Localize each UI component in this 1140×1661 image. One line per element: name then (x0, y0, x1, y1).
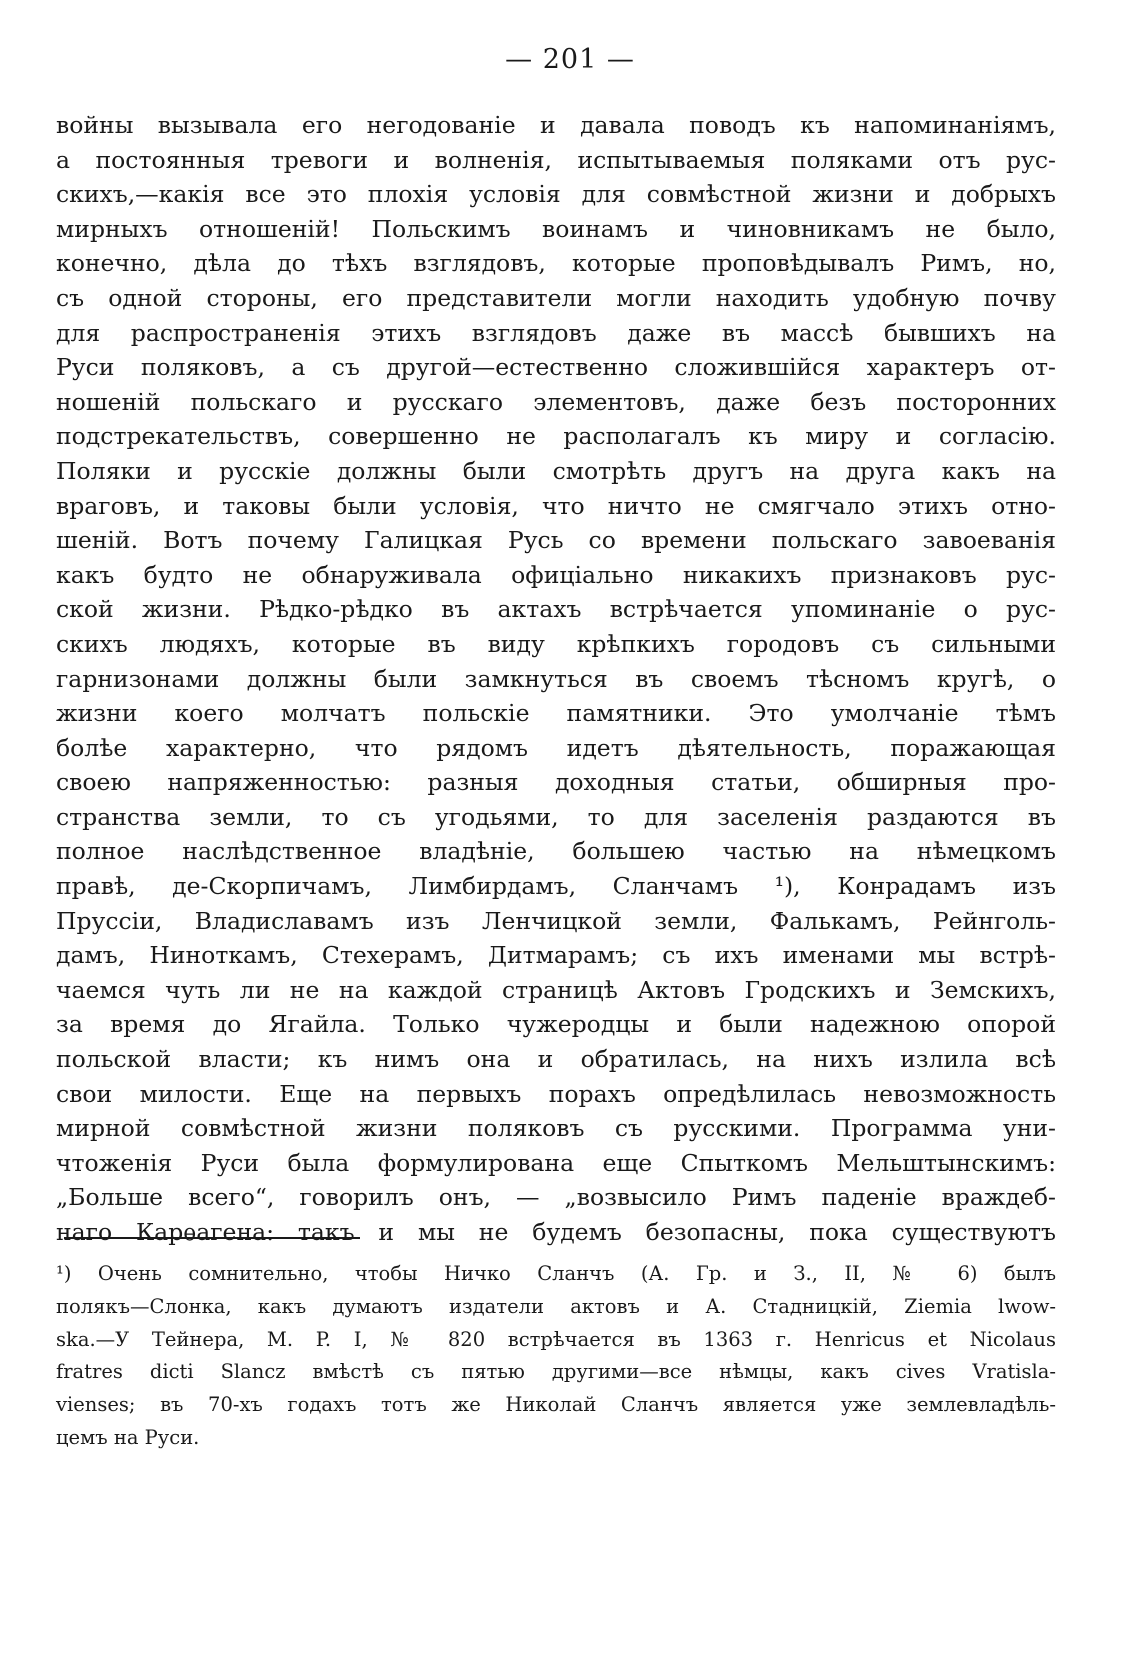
text-line: „Больше всего“, говорилъ онъ, — „возвысило Римъ паденіе враждеб- (56, 1183, 1056, 1212)
footnotes (56, 1258, 1056, 1455)
text-line: конечно, дѣла до тѣхъ взглядовъ, которые проповѣдывалъ Римъ, но, (56, 249, 1056, 278)
text-line: враговъ, и таковы были условія, что ничто не смягчало этихъ отно- (56, 491, 1056, 520)
page-number: — 201 — (505, 44, 635, 75)
text-line: чтоженія Руси была формулирована еще Спыткомъ Мельштынскимъ: (56, 1148, 1056, 1177)
footnote-line: ¹) Очень сомнительно, чтобы Ничко Сланчъ (А. Гр. и З., II, № 6) былъ (56, 1262, 1056, 1285)
text-line: какъ будто не обнаруживала офиціально никакихъ признаковъ рус- (56, 560, 1056, 589)
text-line: за время до Ягайла. Только чужеродцы и были надежною опорой (56, 1010, 1056, 1039)
text-line: свои милости. Еще на первыхъ порахъ опредѣлилась невозможность (56, 1079, 1056, 1108)
text-line: польской власти; къ нимъ она и обратилась, на нихъ излила всѣ (56, 1045, 1056, 1074)
text-line: болѣе характерно, что рядомъ идетъ дѣятельность, поражающая (56, 733, 1056, 762)
main-text (56, 108, 1056, 1250)
text-line: съ одной стороны, его представители могли находить удобную почву (56, 283, 1056, 312)
text-line: странства земли, то съ угодьями, то для заселенія раздаются въ (56, 802, 1056, 831)
text-line: а постоянныя тревоги и волненія, испытываемыя поляками отъ рус- (56, 145, 1056, 174)
text-line: шеній. Вотъ почему Галицкая Русь со времени польскаго завоеванія (56, 526, 1056, 555)
text-line: дамъ, Ниноткамъ, Стехерамъ, Дитмарамъ; съ ихъ именами мы встрѣ- (56, 941, 1056, 970)
text-line: Руси поляковъ, а съ другой—естественно сложившійся характеръ от- (56, 353, 1056, 382)
text-line: мирныхъ отношеній! Польскимъ воинамъ и чиновникамъ не было, (56, 214, 1056, 243)
text-line: Пруссіи, Владиславамъ изъ Ленчицкой земли, Фалькамъ, Рейнголь- (56, 906, 1056, 935)
footnote-divider (64, 1237, 360, 1239)
text-line: Поляки и русскіе должны были смотрѣть другъ на друга какъ на (56, 456, 1056, 485)
text-line: чаемся чуть ли не на каждой страницѣ Актовъ Гродскихъ и Земскихъ, (56, 975, 1056, 1004)
text-line: своею напряженностью: разныя доходныя статьи, обширныя про- (56, 768, 1056, 797)
footnote-line: fratres dicti Slancz вмѣстѣ съ пятью другими—все нѣмцы, какъ cives Vratisla- (56, 1360, 1056, 1384)
text-line: для распространенія этихъ взглядовъ даже въ массѣ бывшихъ на (56, 318, 1056, 347)
footnote-line: vienses; въ 70-хъ годахъ тотъ же Николай Сланчъ является уже землевладѣль- (56, 1393, 1056, 1417)
text-line: подстрекательствъ, совершенно не располагалъ къ миру и согласію. (56, 422, 1056, 451)
text-line: гарнизонами должны были замкнуться въ своемъ тѣсномъ кругѣ, о (56, 664, 1056, 693)
footnote-line: полякъ—Слонка, какъ думаютъ издатели актовъ и А. Стадницкій, Ziemia lwow- (56, 1294, 1056, 1318)
text-line: войны вызывала его негодованіе и давала поводъ къ напоминаніямъ, (56, 111, 1056, 139)
text-line: ской жизни. Рѣдко-рѣдко въ актахъ встрѣчается упоминаніе о рус- (56, 595, 1056, 624)
text-line: мирной совмѣстной жизни поляковъ съ русскими. Программа уни- (56, 1114, 1056, 1143)
text-line: ношеній польскаго и русскаго элементовъ, даже безъ посторонних (56, 387, 1056, 416)
text-line: правѣ, де-Скорпичамъ, Лимбирдамъ, Сланчамъ ¹), Конрадамъ изъ (56, 872, 1056, 901)
text-line: полное наслѣдственное владѣніе, большею частью на нѣмецкомъ (56, 837, 1056, 866)
footnote-line: ska.—У Тейнера, M. P. I, № 820 встрѣчается въ 1363 г. Henricus et Nicolaus (56, 1327, 1056, 1351)
text-line: скихъ людяхъ, которые въ виду крѣпкихъ городовъ съ сильными (56, 629, 1056, 658)
footnote-line: цемъ на Руси. (56, 1425, 200, 1449)
text-line: жизни коего молчатъ польскіе памятники. Это умолчаніе тѣмъ (56, 699, 1056, 728)
text-line: наго Карѳагена: такъ и мы не будемъ безопасны, пока существуютъ (56, 1218, 1056, 1246)
text-line: скихъ,—какія все это плохія условія для совмѣстной жизни и добрыхъ (56, 180, 1056, 209)
